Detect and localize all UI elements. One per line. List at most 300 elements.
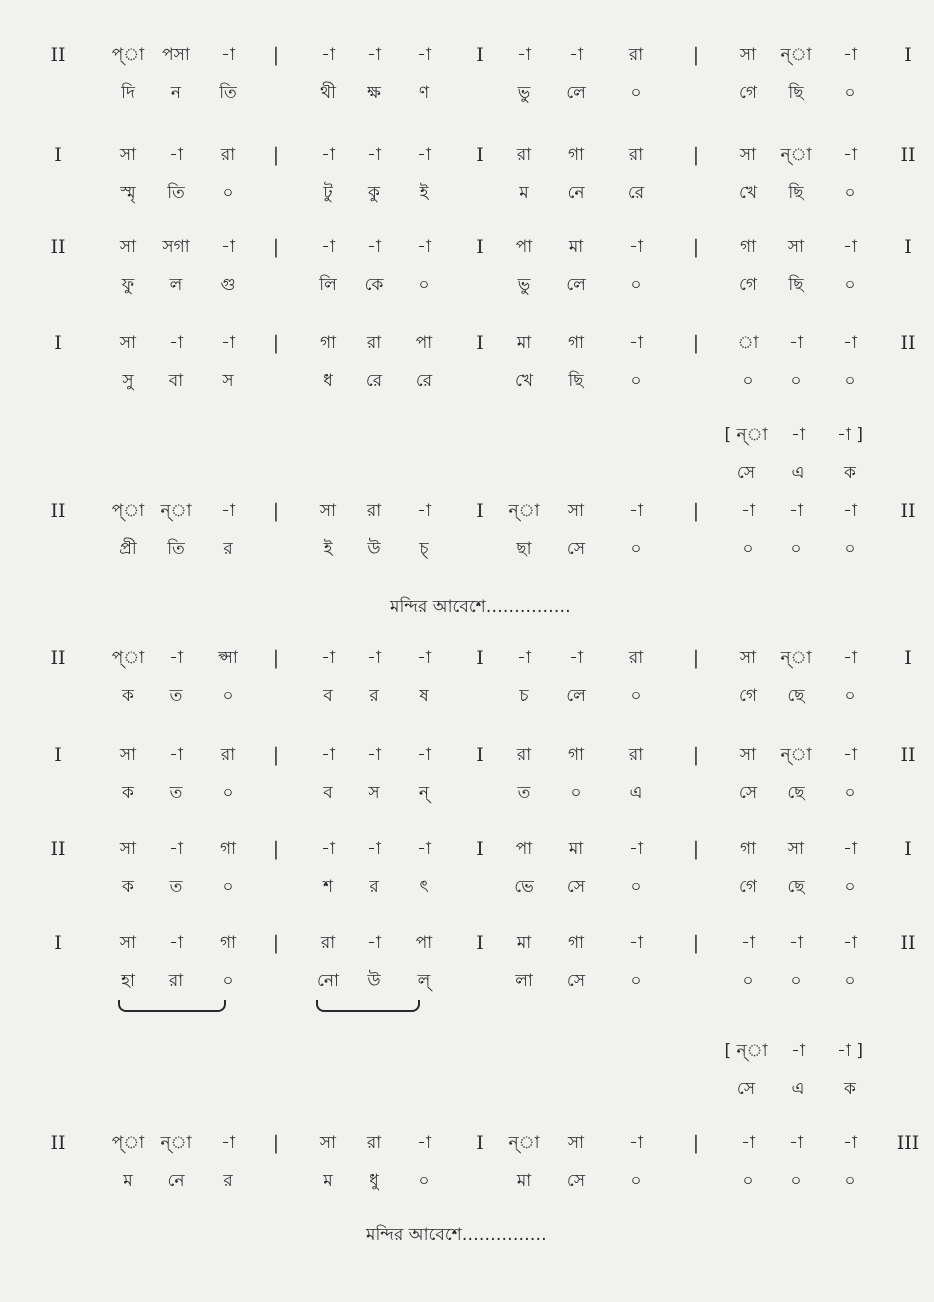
swara-note: -া <box>629 333 643 353</box>
lyric-row <box>0 966 934 996</box>
bar-line: I <box>904 236 912 258</box>
bracket-note: -া ] <box>836 425 864 445</box>
lyric-syllable: ণ <box>418 83 430 103</box>
lyric-syllable: শ <box>322 877 334 897</box>
lyric-syllable: ব <box>323 783 333 803</box>
lyric-syllable: রে <box>415 371 433 391</box>
bar-line: | <box>272 1132 280 1154</box>
bar-line: III <box>896 1132 920 1154</box>
lyric-row <box>0 534 934 564</box>
swara-note: রা <box>366 1133 382 1153</box>
lyric-syllable: ০ <box>630 686 642 706</box>
bar-line: | <box>272 332 280 354</box>
lyric-syllable: ল্ <box>417 971 431 991</box>
swara-note: -া <box>789 333 803 353</box>
lyric-syllable: র <box>369 877 379 897</box>
lyric-syllable: ছে <box>787 783 805 803</box>
swara-row <box>0 328 934 358</box>
swara-note: -া <box>569 648 583 668</box>
lyric-syllable: স্মৃ <box>120 183 136 203</box>
lyric-syllable: ই <box>323 539 333 559</box>
lyric-syllable: ০ <box>844 83 856 103</box>
swara-note: -া <box>741 1133 755 1153</box>
swara-note: রা <box>628 45 644 65</box>
bar-line: I <box>54 932 62 954</box>
swara-note: -া <box>367 933 381 953</box>
swara-note: -া <box>321 45 335 65</box>
lyric-syllable: ধ <box>323 371 333 391</box>
swara-note: -া <box>417 745 431 765</box>
swara-note: -া <box>417 839 431 859</box>
lyric-syllable: ক <box>122 783 134 803</box>
swara-note: -া <box>367 839 381 859</box>
swara-note: -া <box>843 237 857 257</box>
lyric-syllable: খে <box>738 183 758 203</box>
bar-line: I <box>476 932 484 954</box>
bar-line: II <box>50 44 66 66</box>
swara-note: -া <box>629 1133 643 1153</box>
swara-note: -া <box>417 1133 431 1153</box>
lyric-syllable: ০ <box>630 877 642 897</box>
slur-mark <box>316 1000 420 1012</box>
lyric-row <box>0 778 934 808</box>
swara-note: -া <box>169 839 183 859</box>
swara-row <box>0 40 934 70</box>
swara-note: -া <box>843 648 857 668</box>
lyric-syllable: সু <box>122 371 134 391</box>
swara-note: মা <box>568 237 584 257</box>
bracket-lyric-row <box>0 1074 934 1104</box>
swara-note: রা <box>366 333 382 353</box>
lyric-syllable: ০ <box>418 1171 430 1191</box>
lyric-syllable: ০ <box>222 783 234 803</box>
lyric-syllable: গে <box>738 686 758 706</box>
lyric-syllable: ০ <box>790 971 802 991</box>
bar-line: | <box>692 332 700 354</box>
lyric-syllable: ছি <box>788 83 804 103</box>
bracket-swara-row <box>0 1036 934 1066</box>
lyric-syllable: ০ <box>790 371 802 391</box>
bar-line: II <box>50 236 66 258</box>
swara-note: -া <box>517 648 531 668</box>
lyric-syllable: স <box>222 371 234 391</box>
bar-line: I <box>476 44 484 66</box>
swara-note: রা <box>516 745 532 765</box>
lyric-syllable: ন <box>170 83 182 103</box>
bar-line: I <box>476 647 484 669</box>
swara-note: ন্া <box>780 745 812 765</box>
swara-note: -া <box>169 145 183 165</box>
swara-note: া <box>737 333 759 353</box>
lyric-syllable: ০ <box>418 275 430 295</box>
swara-note: -া <box>169 933 183 953</box>
lyric-syllable: রে <box>627 183 645 203</box>
swara-note: প্া <box>111 648 145 668</box>
swara-note: সা <box>319 1133 337 1153</box>
swara-note: রা <box>628 648 644 668</box>
swara-note: সা <box>739 745 757 765</box>
swara-note: প্া <box>111 501 145 521</box>
bar-line: I <box>476 144 484 166</box>
lyric-syllable: ০ <box>742 1171 754 1191</box>
lyric-syllable: ই <box>419 183 429 203</box>
lyric-syllable: ছে <box>787 686 805 706</box>
lyric-syllable: গে <box>738 83 758 103</box>
lyric-row <box>0 872 934 902</box>
lyric-syllable: সে <box>566 971 586 991</box>
lyric-syllable: ন্ <box>418 783 430 803</box>
lyric-syllable: তি <box>167 539 185 559</box>
lyric-syllable: সে <box>566 877 586 897</box>
swara-row <box>0 140 934 170</box>
refrain-line: মন্দির আবেশে…………… <box>366 1225 547 1245</box>
swara-note: পা <box>515 839 533 859</box>
bar-line: | <box>272 236 280 258</box>
swara-note: -া <box>221 501 235 521</box>
bar-line: II <box>50 500 66 522</box>
swara-note: -া <box>417 45 431 65</box>
lyric-syllable: ছি <box>568 371 584 391</box>
bracket-note: -া ] <box>836 1041 864 1061</box>
bracket-note: -া <box>791 425 805 445</box>
lyric-row <box>0 78 934 108</box>
lyric-syllable: ০ <box>630 971 642 991</box>
bracket-syllable: ক <box>844 1079 856 1099</box>
lyric-syllable: ০ <box>222 877 234 897</box>
refrain-line: মন্দির আবেশে…………… <box>390 597 571 617</box>
bar-line: | <box>272 144 280 166</box>
bar-line: | <box>272 838 280 860</box>
swara-note: -া <box>321 839 335 859</box>
swara-note: সা <box>119 333 137 353</box>
lyric-syllable: টু <box>323 183 333 203</box>
bar-line: | <box>692 744 700 766</box>
bar-line: I <box>54 744 62 766</box>
bar-line: I <box>904 838 912 860</box>
lyric-syllable: ০ <box>570 783 582 803</box>
lyric-syllable: ০ <box>222 686 234 706</box>
lyric-syllable: ত <box>517 783 531 803</box>
swara-note: ন্া <box>780 648 812 668</box>
swara-note: -া <box>843 933 857 953</box>
swara-note: সা <box>119 745 137 765</box>
lyric-syllable: গু <box>220 275 236 295</box>
swara-note: ন্া <box>508 1133 540 1153</box>
swara-note: সা <box>787 237 805 257</box>
swara-note: গা <box>219 933 237 953</box>
swara-note: -া <box>843 1133 857 1153</box>
bar-line: | <box>692 144 700 166</box>
swara-note: সা <box>787 839 805 859</box>
swara-row <box>0 1128 934 1158</box>
lyric-syllable: ০ <box>222 971 234 991</box>
lyric-syllable: লে <box>566 275 586 295</box>
lyric-syllable: ফু <box>121 275 135 295</box>
swara-note: মা <box>516 933 532 953</box>
swara-note: -া <box>321 237 335 257</box>
lyric-syllable: গে <box>738 275 758 295</box>
bar-line: | <box>272 744 280 766</box>
swara-note: গা <box>739 237 757 257</box>
lyric-syllable: দি <box>121 83 135 103</box>
swara-note: -া <box>169 745 183 765</box>
lyric-syllable: খে <box>514 371 534 391</box>
swara-note: পা <box>515 237 533 257</box>
lyric-syllable: ক <box>122 686 134 706</box>
lyric-syllable: ধু <box>369 1171 379 1191</box>
bar-line: II <box>50 1132 66 1154</box>
lyric-row <box>0 178 934 208</box>
lyric-syllable: সে <box>566 1171 586 1191</box>
swara-note: -া <box>221 237 235 257</box>
bracket-syllable: সে <box>736 1079 756 1099</box>
swara-note: সা <box>739 145 757 165</box>
bracket-syllable: সে <box>736 463 756 483</box>
bracket-note: [ ন্া <box>724 425 768 445</box>
swara-note: -া <box>843 333 857 353</box>
swara-note: -া <box>629 839 643 859</box>
swara-note: -া <box>517 45 531 65</box>
swara-note: গা <box>739 839 757 859</box>
bar-line: | <box>692 647 700 669</box>
lyric-syllable: ত <box>169 783 183 803</box>
swara-note: গা <box>567 333 585 353</box>
swara-note: সা <box>739 648 757 668</box>
lyric-syllable: ০ <box>742 539 754 559</box>
bar-line: | <box>692 236 700 258</box>
lyric-syllable: ০ <box>844 877 856 897</box>
bracket-swara-row <box>0 420 934 450</box>
swara-note: -া <box>221 1133 235 1153</box>
lyric-syllable: ০ <box>844 1171 856 1191</box>
swara-note: রা <box>220 145 236 165</box>
lyric-syllable: নে <box>167 1171 185 1191</box>
bracket-lyric-row <box>0 458 934 488</box>
bar-line: II <box>900 332 916 354</box>
swara-note: -া <box>367 745 381 765</box>
lyric-syllable: ব <box>323 686 333 706</box>
lyric-syllable: লি <box>319 275 337 295</box>
lyric-syllable: গে <box>738 877 758 897</box>
swara-note: গা <box>219 839 237 859</box>
bar-line: | <box>692 500 700 522</box>
bar-line: II <box>900 932 916 954</box>
swara-note: মা <box>516 333 532 353</box>
lyric-syllable: ছি <box>788 275 804 295</box>
lyric-syllable: ছে <box>787 877 805 897</box>
lyric-syllable: র <box>223 539 233 559</box>
lyric-syllable: ০ <box>790 539 802 559</box>
swara-note: -া <box>789 933 803 953</box>
swara-note: সা <box>567 501 585 521</box>
lyric-syllable: ০ <box>844 539 856 559</box>
lyric-syllable: র <box>223 1171 233 1191</box>
swara-row <box>0 740 934 770</box>
swara-note: মা <box>568 839 584 859</box>
lyric-syllable: ০ <box>630 275 642 295</box>
lyric-syllable: মা <box>516 1171 532 1191</box>
lyric-syllable: ৎ <box>419 877 429 897</box>
bar-line: | <box>692 1132 700 1154</box>
lyric-syllable: বা <box>168 371 184 391</box>
lyric-syllable: ০ <box>222 183 234 203</box>
bar-line: | <box>272 500 280 522</box>
swara-note: গা <box>319 333 337 353</box>
lyric-syllable: হা <box>121 971 135 991</box>
swara-note: প্া <box>111 45 145 65</box>
bracket-syllable: এ <box>791 1079 805 1099</box>
swara-note: পসা <box>162 45 190 65</box>
lyric-syllable: ০ <box>844 371 856 391</box>
swara-note: ন্া <box>508 501 540 521</box>
lyric-row <box>0 270 934 300</box>
swara-note: -া <box>569 45 583 65</box>
swara-note: সা <box>739 45 757 65</box>
swara-note: -া <box>221 333 235 353</box>
lyric-syllable: ভে <box>514 877 534 897</box>
swara-row <box>0 928 934 958</box>
swara-note: -া <box>843 145 857 165</box>
swara-note: -া <box>843 839 857 859</box>
swara-note: -া <box>417 145 431 165</box>
swara-note: ন্া <box>160 501 192 521</box>
swara-row <box>0 232 934 262</box>
bar-line: | <box>272 647 280 669</box>
swara-note: -া <box>221 45 235 65</box>
bar-line: I <box>476 744 484 766</box>
lyric-syllable: লে <box>566 686 586 706</box>
swara-note: পা <box>415 933 433 953</box>
lyric-syllable: ছা <box>516 539 532 559</box>
swara-note: -া <box>843 501 857 521</box>
lyric-syllable: তি <box>219 83 237 103</box>
swara-note: -া <box>843 45 857 65</box>
lyric-syllable: ০ <box>844 686 856 706</box>
bracket-note: [ ন্া <box>724 1041 768 1061</box>
slur-mark <box>118 1000 226 1012</box>
swara-note: প্সা <box>218 648 238 668</box>
lyric-syllable: ম <box>519 183 529 203</box>
lyric-syllable: নো <box>317 971 339 991</box>
swara-note: রা <box>366 501 382 521</box>
lyric-syllable: প্রী <box>119 539 137 559</box>
swara-note: রা <box>628 745 644 765</box>
swara-note: সা <box>119 933 137 953</box>
bar-line: | <box>272 932 280 954</box>
lyric-syllable: ০ <box>742 971 754 991</box>
bar-line: | <box>272 44 280 66</box>
lyric-syllable: ০ <box>844 275 856 295</box>
swara-note: সা <box>119 237 137 257</box>
swara-note: পা <box>415 333 433 353</box>
swara-note: সগা <box>162 237 190 257</box>
lyric-syllable: ত <box>169 877 183 897</box>
swara-note: রা <box>220 745 236 765</box>
swara-row <box>0 834 934 864</box>
bar-line: I <box>476 332 484 354</box>
swara-note: ন্া <box>160 1133 192 1153</box>
bar-line: II <box>50 838 66 860</box>
lyric-syllable: রে <box>365 371 383 391</box>
lyric-syllable: কু <box>368 183 380 203</box>
lyric-syllable: স <box>368 783 380 803</box>
lyric-syllable: ০ <box>630 83 642 103</box>
bar-line: | <box>692 932 700 954</box>
swara-note: ন্া <box>780 45 812 65</box>
lyric-syllable: সে <box>738 783 758 803</box>
swara-note: গা <box>567 745 585 765</box>
lyric-syllable: ত <box>169 686 183 706</box>
lyric-syllable: রা <box>168 971 184 991</box>
lyric-syllable: ভু <box>517 83 531 103</box>
bar-line: II <box>900 744 916 766</box>
swara-note: সা <box>119 839 137 859</box>
lyric-syllable: ল <box>169 275 183 295</box>
bar-line: II <box>900 500 916 522</box>
swara-note: -া <box>741 933 755 953</box>
bar-line: II <box>50 647 66 669</box>
lyric-syllable: ম <box>123 1171 133 1191</box>
swara-note: -া <box>367 648 381 668</box>
swara-note: -া <box>367 145 381 165</box>
lyric-syllable: সে <box>566 539 586 559</box>
bracket-syllable: ক <box>844 463 856 483</box>
swara-note: -া <box>367 45 381 65</box>
swara-note: -া <box>321 145 335 165</box>
swara-note: ন্া <box>780 145 812 165</box>
lyric-syllable: চ্ <box>419 539 429 559</box>
lyric-syllable: উ <box>367 539 381 559</box>
lyric-syllable: ০ <box>630 539 642 559</box>
lyric-syllable: ম <box>323 1171 333 1191</box>
swara-note: -া <box>629 933 643 953</box>
lyric-syllable: ০ <box>844 183 856 203</box>
lyric-syllable: লা <box>515 971 533 991</box>
bar-line: | <box>692 838 700 860</box>
swara-note: -া <box>367 237 381 257</box>
bar-line: II <box>900 144 916 166</box>
lyric-syllable: ছি <box>788 183 804 203</box>
swara-row <box>0 496 934 526</box>
lyric-syllable: লে <box>566 83 586 103</box>
swara-note: প্া <box>111 1133 145 1153</box>
swara-note: -া <box>789 1133 803 1153</box>
swara-note: সা <box>319 501 337 521</box>
lyric-syllable: ষ <box>419 686 429 706</box>
swara-note: -া <box>629 237 643 257</box>
lyric-syllable: কে <box>364 275 384 295</box>
swara-note: -া <box>417 501 431 521</box>
swara-note: -া <box>169 648 183 668</box>
swara-row <box>0 643 934 673</box>
swara-note: -া <box>843 745 857 765</box>
bar-line: I <box>476 500 484 522</box>
bracket-note: -া <box>791 1041 805 1061</box>
lyric-syllable: র <box>369 686 379 706</box>
swara-note: রা <box>320 933 336 953</box>
lyric-syllable: এ <box>629 783 643 803</box>
bar-line: I <box>54 144 62 166</box>
lyric-syllable: ০ <box>790 1171 802 1191</box>
lyric-syllable: তি <box>167 183 185 203</box>
lyric-syllable: ক্ষ <box>367 83 381 103</box>
swara-note: গা <box>567 933 585 953</box>
lyric-syllable: উ <box>367 971 381 991</box>
lyric-syllable: নে <box>567 183 585 203</box>
swara-note: -া <box>417 648 431 668</box>
lyric-syllable: ০ <box>742 371 754 391</box>
bar-line: I <box>476 1132 484 1154</box>
